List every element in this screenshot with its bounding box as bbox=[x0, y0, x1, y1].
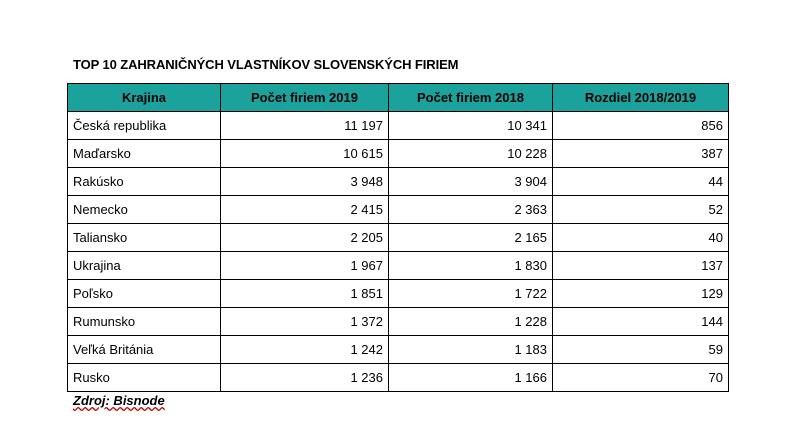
cell-count-2019: 11 197 bbox=[221, 112, 389, 140]
table-row bbox=[68, 280, 729, 308]
table-row bbox=[68, 252, 729, 280]
cell-count-2018: 10 341 bbox=[389, 112, 553, 140]
cell-country: Rumunsko bbox=[68, 308, 221, 336]
header-cell-country: Krajina bbox=[68, 84, 221, 112]
cell-count-2018: 2 363 bbox=[389, 196, 553, 224]
header-cell-difference: Rozdiel 2018/2019 bbox=[553, 84, 729, 112]
cell-count-2019: 1 967 bbox=[221, 252, 389, 280]
table-row bbox=[68, 364, 729, 392]
cell-count-2018: 3 904 bbox=[389, 168, 553, 196]
cell-country: Rakúsko bbox=[68, 168, 221, 196]
cell-count-2018: 1 228 bbox=[389, 308, 553, 336]
cell-count-2018: 1 166 bbox=[389, 364, 553, 392]
cell-difference: 387 bbox=[553, 140, 729, 168]
cell-country: Nemecko bbox=[68, 196, 221, 224]
cell-count-2019: 2 415 bbox=[221, 196, 389, 224]
cell-country: Taliansko bbox=[68, 224, 221, 252]
cell-difference: 40 bbox=[553, 224, 729, 252]
header-cell-count-2018: Počet firiem 2018 bbox=[389, 84, 553, 112]
cell-count-2018: 2 165 bbox=[389, 224, 553, 252]
cell-difference: 856 bbox=[553, 112, 729, 140]
cell-count-2019: 2 205 bbox=[221, 224, 389, 252]
cell-country: Rusko bbox=[68, 364, 221, 392]
cell-country: Maďarsko bbox=[68, 140, 221, 168]
cell-difference: 70 bbox=[553, 364, 729, 392]
cell-count-2019: 3 948 bbox=[221, 168, 389, 196]
table-row bbox=[68, 196, 729, 224]
header-cell-count-2019: Počet firiem 2019 bbox=[221, 84, 389, 112]
cell-count-2018: 1 183 bbox=[389, 336, 553, 364]
cell-country: Veľká Británia bbox=[68, 336, 221, 364]
cell-count-2019: 10 615 bbox=[221, 140, 389, 168]
table-row bbox=[68, 168, 729, 196]
cell-country: Poľsko bbox=[68, 280, 221, 308]
cell-count-2019: 1 242 bbox=[221, 336, 389, 364]
cell-count-2018: 1 830 bbox=[389, 252, 553, 280]
cell-count-2019: 1 236 bbox=[221, 364, 389, 392]
table-row bbox=[68, 308, 729, 336]
cell-difference: 52 bbox=[553, 196, 729, 224]
cell-count-2019: 1 851 bbox=[221, 280, 389, 308]
table-row bbox=[68, 112, 729, 140]
table-title: TOP 10 ZAHRANIČNÝCH VLASTNÍKOV SLOVENSKÝCH FIRIEM bbox=[73, 57, 459, 72]
cell-country: Česká republika bbox=[68, 112, 221, 140]
cell-difference: 137 bbox=[553, 252, 729, 280]
cell-difference: 59 bbox=[553, 336, 729, 364]
owners-table bbox=[67, 83, 729, 392]
cell-country: Ukrajina bbox=[68, 252, 221, 280]
header-row bbox=[68, 84, 729, 112]
table-row bbox=[68, 336, 729, 364]
cell-count-2018: 1 722 bbox=[389, 280, 553, 308]
table-row bbox=[68, 140, 729, 168]
cell-difference: 144 bbox=[553, 308, 729, 336]
source-note: Zdroj: Bisnode bbox=[73, 393, 165, 408]
table-row bbox=[68, 224, 729, 252]
cell-difference: 44 bbox=[553, 168, 729, 196]
cell-difference: 129 bbox=[553, 280, 729, 308]
cell-count-2019: 1 372 bbox=[221, 308, 389, 336]
cell-count-2018: 10 228 bbox=[389, 140, 553, 168]
